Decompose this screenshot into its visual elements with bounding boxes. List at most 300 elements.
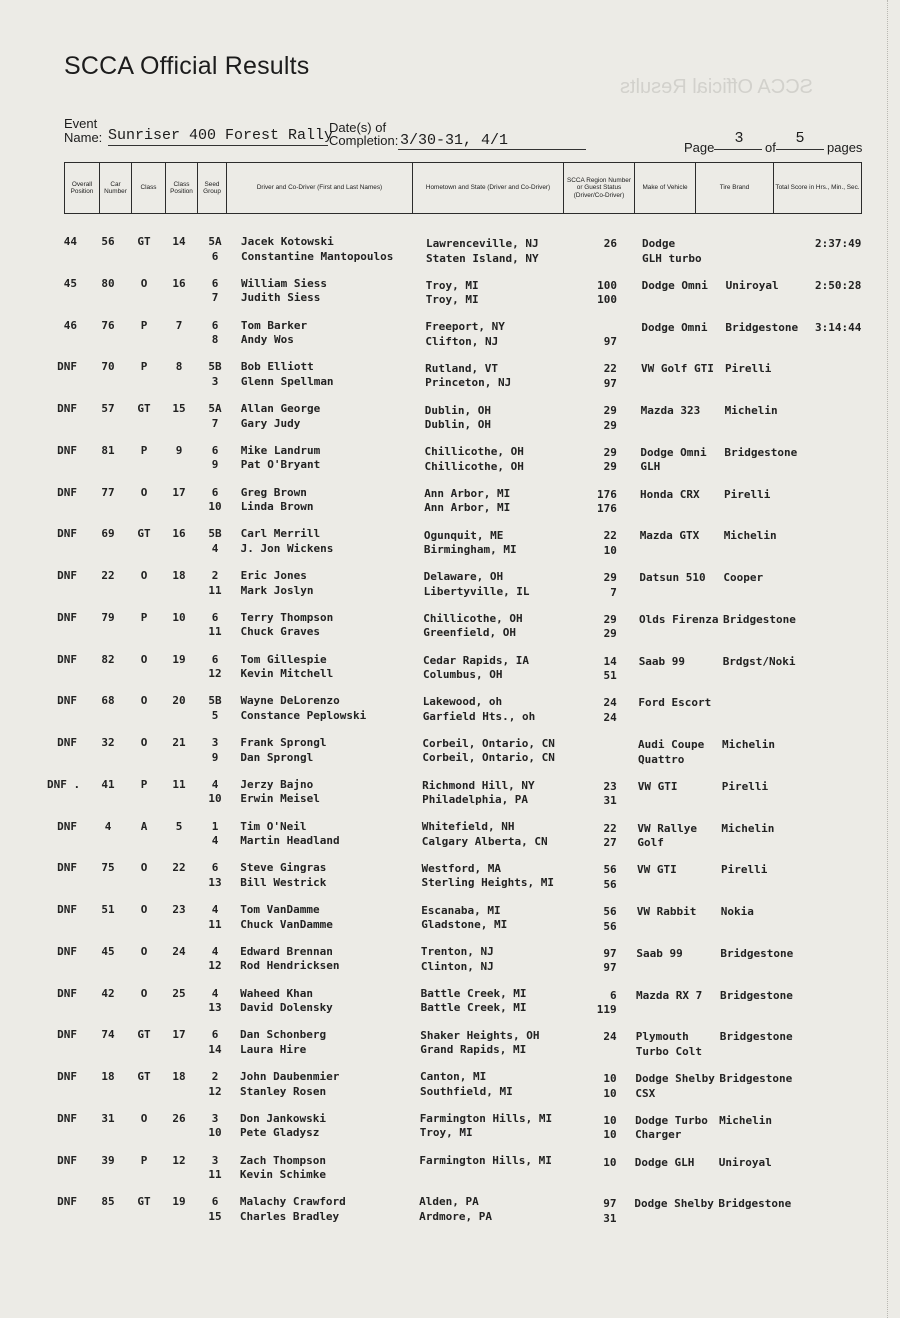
car-number: 68 bbox=[101, 694, 115, 708]
driver-hometown: Chillicothe, OH bbox=[424, 445, 524, 459]
col-header-tire: Tire Brand bbox=[696, 163, 774, 214]
seed-group: 11 bbox=[208, 583, 222, 597]
class-position: 10 bbox=[172, 610, 186, 624]
driver-name: Waheed Khan bbox=[240, 986, 313, 1000]
car-number: 81 bbox=[101, 443, 115, 457]
seed-group: 13 bbox=[208, 875, 222, 889]
driver-hometown: Shaker Heights, OH bbox=[420, 1028, 540, 1042]
seed-group: 5B bbox=[208, 527, 222, 541]
class: O bbox=[140, 944, 148, 958]
seed-group: 11 bbox=[208, 1168, 222, 1181]
class: GT bbox=[137, 1070, 151, 1083]
co-driver-hometown: Greenfield, OH bbox=[423, 626, 517, 640]
driver-name: Tom Gillespie bbox=[240, 652, 327, 666]
event-name-underline bbox=[108, 145, 328, 146]
co-driver-region: 56 bbox=[603, 877, 617, 891]
car-number: 18 bbox=[101, 1070, 115, 1083]
overall-position: DNF bbox=[57, 1153, 77, 1167]
col-header-seed-group: Seed Group bbox=[198, 163, 227, 214]
co-driver-name: Rod Hendricksen bbox=[240, 959, 340, 973]
co-driver-hometown: Ardmore, PA bbox=[419, 1209, 492, 1223]
seed-group: 8 bbox=[211, 333, 219, 346]
car-number: 45 bbox=[101, 944, 115, 958]
driver-hometown: Ann Arbor, MI bbox=[424, 486, 511, 500]
driver-hometown: Freeport, NY bbox=[425, 320, 505, 334]
seed-group: 4 bbox=[211, 834, 219, 847]
driver-hometown: Whitefield, NH bbox=[421, 820, 515, 834]
driver-name: Don Jankowski bbox=[239, 1111, 327, 1125]
co-driver-hometown: Troy, MI bbox=[419, 1126, 473, 1140]
co-driver-name: Dan Sprongl bbox=[240, 750, 314, 764]
tire-brand: Bridgestone bbox=[720, 946, 794, 960]
page-total-underline bbox=[776, 149, 824, 150]
class-position: 17 bbox=[172, 1028, 186, 1042]
vehicle-make: VW GTI bbox=[637, 779, 678, 793]
co-driver-hometown: Ann Arbor, MI bbox=[424, 501, 511, 515]
seed-group: 14 bbox=[208, 1042, 222, 1056]
co-driver-name: Erwin Meisel bbox=[240, 792, 320, 806]
seed-group: 10 bbox=[208, 792, 222, 806]
seed-group: 15 bbox=[208, 1209, 222, 1223]
class: O bbox=[140, 276, 148, 290]
seed-group: 11 bbox=[208, 917, 222, 931]
co-driver-name: Pete Gladysz bbox=[239, 1126, 320, 1140]
vehicle-make: Dodge Omni bbox=[641, 320, 708, 334]
show-through-title: SCCA Official Results bbox=[620, 76, 814, 98]
seed-group: 5 bbox=[211, 708, 219, 722]
driver-name: William Siess bbox=[240, 276, 328, 290]
seed-group: 4 bbox=[211, 777, 219, 791]
driver-name: Allan George bbox=[240, 402, 321, 415]
driver-region: 10 bbox=[603, 1113, 617, 1127]
overall-position: DNF bbox=[57, 569, 77, 582]
driver-hometown: Delaware, OH bbox=[423, 570, 504, 584]
car-number: 32 bbox=[101, 736, 115, 749]
driver-region: 97 bbox=[603, 946, 617, 960]
driver-hometown: Corbeil, Ontario, CN bbox=[422, 736, 555, 750]
driver-region: 22 bbox=[603, 362, 617, 376]
co-driver-hometown: Libertyville, IL bbox=[423, 584, 530, 598]
co-driver-hometown: Clifton, NJ bbox=[425, 334, 499, 348]
class: O bbox=[140, 986, 148, 1000]
vehicle-make: VW GTI bbox=[637, 863, 677, 877]
co-driver-region: 100 bbox=[597, 293, 617, 307]
co-driver-region: 27 bbox=[603, 836, 617, 849]
co-driver-name: Constance Peplowski bbox=[240, 708, 367, 722]
tire-brand: Nokia bbox=[720, 905, 754, 918]
column-header-table bbox=[64, 162, 862, 214]
co-driver-hometown: Birmingham, MI bbox=[423, 543, 517, 557]
car-number: 77 bbox=[101, 485, 115, 499]
class: P bbox=[140, 360, 148, 374]
driver-hometown: Rutland, VT bbox=[425, 361, 498, 375]
driver-name: John Daubenmier bbox=[240, 1070, 340, 1083]
driver-name: Steve Gingras bbox=[240, 861, 327, 875]
class-position: 15 bbox=[172, 402, 186, 415]
overall-position: DNF bbox=[57, 944, 77, 958]
vehicle-make: Olds Firenza bbox=[639, 612, 719, 626]
vehicle-make-line2: Turbo Colt bbox=[635, 1044, 702, 1058]
driver-region: 24 bbox=[603, 696, 617, 710]
co-driver-name: Constantine Mantopoulos bbox=[241, 249, 394, 263]
car-number: 70 bbox=[101, 360, 115, 374]
car-number: 79 bbox=[101, 610, 115, 624]
car-number: 74 bbox=[101, 1028, 115, 1042]
co-driver-region: 29 bbox=[603, 418, 617, 432]
driver-name: Mike Landrum bbox=[240, 443, 321, 457]
total-score: 3:14:44 bbox=[815, 320, 862, 334]
vehicle-make-line2: GLH turbo bbox=[642, 251, 702, 265]
class: GT bbox=[137, 527, 151, 541]
co-driver-hometown: Philadelphia, PA bbox=[422, 793, 529, 807]
seed-group: 5B bbox=[208, 360, 222, 374]
class-position: 18 bbox=[172, 569, 186, 582]
driver-region: 10 bbox=[603, 1155, 617, 1169]
driver-name: Carl Merrill bbox=[240, 527, 321, 541]
seed-group: 7 bbox=[211, 291, 219, 305]
col-header-driver: Driver and Co-Driver (First and Last Names) bbox=[227, 163, 413, 214]
driver-region: 29 bbox=[603, 445, 617, 459]
seed-group: 1 bbox=[211, 819, 219, 833]
class-position: 9 bbox=[175, 443, 183, 457]
class: O bbox=[140, 903, 148, 916]
seed-group: 9 bbox=[211, 750, 219, 764]
tire-brand: Bridgestone bbox=[723, 612, 796, 626]
vehicle-make: Plymouth bbox=[635, 1030, 689, 1044]
driver-region: 29 bbox=[603, 404, 617, 417]
class: GT bbox=[137, 235, 151, 248]
class-position: 14 bbox=[172, 235, 186, 248]
seed-group: 6 bbox=[211, 249, 219, 263]
seed-group: 6 bbox=[211, 861, 219, 875]
driver-name: Eric Jones bbox=[240, 569, 307, 582]
car-number: 75 bbox=[101, 861, 115, 875]
class-position: 16 bbox=[172, 527, 186, 541]
total-score: 2:50:28 bbox=[815, 278, 862, 292]
co-driver-name: Chuck Graves bbox=[240, 625, 321, 639]
co-driver-region: 29 bbox=[603, 627, 617, 641]
tire-brand: Bridgestone bbox=[720, 988, 793, 1002]
tire-brand: Uniroyal bbox=[725, 278, 779, 292]
driver-region: 6 bbox=[610, 988, 617, 1002]
overall-position: 44 bbox=[63, 235, 77, 248]
vehicle-make: Mazda RX 7 bbox=[636, 988, 703, 1002]
driver-name: Dan Schonberg bbox=[240, 1028, 327, 1042]
tire-brand: Michelin bbox=[724, 404, 778, 417]
driver-region: 10 bbox=[603, 1072, 617, 1085]
seed-group: 12 bbox=[208, 667, 222, 680]
co-driver-name: Gary Judy bbox=[240, 416, 301, 430]
tire-brand: Michelin bbox=[722, 738, 776, 751]
driver-region: 100 bbox=[597, 278, 617, 292]
vehicle-make: Dodge Omni bbox=[641, 278, 708, 292]
tire-brand: Bridgestone bbox=[724, 445, 798, 459]
overall-position: 45 bbox=[63, 276, 77, 290]
tire-brand: Brdgst/Noki bbox=[722, 654, 796, 668]
driver-region: 22 bbox=[603, 821, 617, 835]
class-position: 22 bbox=[172, 861, 186, 875]
tire-brand: Michelin bbox=[723, 529, 777, 543]
driver-name: Wayne DeLorenzo bbox=[240, 694, 340, 708]
total-score: 2:37:49 bbox=[815, 237, 862, 250]
overall-position: DNF bbox=[57, 861, 77, 875]
tire-brand: Pirelli bbox=[724, 487, 771, 501]
driver-hometown: Lakewood, oh bbox=[422, 695, 503, 709]
tire-brand: Pirelli bbox=[721, 863, 768, 877]
tire-brand: Bridgestone bbox=[725, 320, 799, 334]
co-driver-region: 97 bbox=[603, 961, 617, 975]
tire-brand: Michelin bbox=[719, 1113, 773, 1127]
col-header-region: SCCA Region Number or Guest Status (Driver/Co-Driver) bbox=[564, 163, 635, 214]
overall-position: DNF bbox=[57, 1070, 77, 1083]
overall-position: DNF bbox=[57, 1111, 77, 1125]
co-driver-hometown: Calgary Alberta, CN bbox=[421, 834, 548, 848]
class: O bbox=[140, 694, 148, 708]
driver-name: Greg Brown bbox=[240, 485, 307, 499]
driver-region: 22 bbox=[603, 529, 617, 543]
event-name-label: Event Name: bbox=[64, 116, 103, 145]
seed-group: 3 bbox=[211, 736, 219, 749]
driver-name: Bob Elliott bbox=[240, 360, 314, 374]
car-number: 4 bbox=[104, 819, 112, 833]
class-position: 5 bbox=[175, 819, 183, 833]
page-label: Page bbox=[684, 140, 715, 155]
seed-group: 10 bbox=[208, 1126, 222, 1140]
car-number: 39 bbox=[101, 1153, 115, 1167]
col-header-car-number: Car Number bbox=[100, 163, 132, 214]
overall-position: DNF . bbox=[47, 777, 81, 791]
page-total: 5 bbox=[795, 130, 805, 147]
seed-group: 6 bbox=[211, 1195, 219, 1209]
vehicle-make-line2: CSX bbox=[635, 1086, 656, 1100]
driver-hometown: Westford, MA bbox=[421, 861, 501, 875]
co-driver-region: 10 bbox=[603, 1086, 617, 1100]
class-position: 8 bbox=[175, 360, 183, 374]
class: O bbox=[140, 736, 148, 749]
driver-region: 29 bbox=[603, 612, 617, 626]
vehicle-make: Dodge Shelby bbox=[635, 1072, 715, 1085]
seed-group: 11 bbox=[208, 625, 222, 639]
driver-hometown: Farmington Hills, MI bbox=[419, 1111, 553, 1125]
overall-position: DNF bbox=[57, 610, 77, 624]
col-header-class: Class bbox=[132, 163, 166, 214]
driver-region: 176 bbox=[597, 487, 617, 501]
co-driver-hometown: Troy, MI bbox=[425, 293, 479, 307]
vehicle-make: Mazda GTX bbox=[639, 529, 700, 543]
co-driver-name: David Dolensky bbox=[240, 1001, 333, 1014]
seed-group: 4 bbox=[211, 944, 219, 958]
event-name-value: Sunriser 400 Forest Rally bbox=[108, 127, 334, 144]
overall-position: DNF bbox=[57, 402, 77, 415]
seed-group: 3 bbox=[211, 374, 219, 388]
co-driver-region: 31 bbox=[603, 1211, 617, 1225]
vehicle-make: Honda CRX bbox=[640, 487, 700, 501]
overall-position: DNF bbox=[57, 652, 77, 666]
overall-position: DNF bbox=[57, 1195, 77, 1209]
vehicle-make: Audi Coupe bbox=[638, 738, 705, 751]
co-driver-hometown: Southfield, MI bbox=[420, 1084, 513, 1098]
driver-hometown: Escanaba, MI bbox=[421, 903, 501, 917]
co-driver-hometown: Clinton, NJ bbox=[420, 959, 494, 973]
co-driver-region: 119 bbox=[596, 1003, 617, 1016]
co-driver-region: 7 bbox=[610, 585, 617, 599]
overall-position: DNF bbox=[57, 986, 77, 1000]
class-position: 11 bbox=[172, 777, 186, 791]
seed-group: 3 bbox=[211, 1153, 219, 1167]
class-position: 20 bbox=[172, 694, 186, 708]
co-driver-region: 97 bbox=[603, 376, 617, 390]
car-number: 85 bbox=[101, 1195, 115, 1209]
seed-group: 4 bbox=[211, 541, 219, 555]
class-position: 25 bbox=[172, 986, 186, 1000]
co-driver-name: Laura Hire bbox=[240, 1042, 307, 1056]
car-number: 57 bbox=[101, 402, 115, 415]
class: P bbox=[140, 1153, 148, 1167]
overall-position: DNF bbox=[57, 736, 77, 749]
class-position: 18 bbox=[172, 1070, 186, 1083]
overall-position: DNF bbox=[57, 1028, 77, 1042]
class: P bbox=[140, 318, 148, 332]
co-driver-name: Linda Brown bbox=[240, 500, 314, 513]
co-driver-region: 10 bbox=[603, 1128, 617, 1142]
driver-name: Terry Thompson bbox=[240, 610, 334, 624]
tire-brand: Bridgestone bbox=[718, 1197, 792, 1211]
driver-hometown: Richmond Hill, NY bbox=[422, 778, 535, 792]
driver-region: 26 bbox=[603, 237, 617, 250]
class: GT bbox=[137, 1195, 151, 1209]
co-driver-region: 31 bbox=[603, 794, 617, 808]
co-driver-hometown: Corbeil, Ontario, CN bbox=[422, 751, 555, 765]
class: O bbox=[140, 569, 148, 582]
tire-brand: Uniroyal bbox=[718, 1155, 772, 1169]
co-driver-region: 29 bbox=[603, 460, 617, 474]
driver-hometown: Troy, MI bbox=[425, 278, 479, 292]
col-header-make: Make of Vehicle bbox=[635, 163, 696, 214]
class: GT bbox=[137, 402, 151, 415]
class: GT bbox=[137, 1028, 151, 1042]
overall-position: DNF bbox=[57, 527, 77, 541]
overall-position: DNF bbox=[57, 819, 77, 833]
class: P bbox=[140, 443, 148, 457]
vehicle-make: VW Rallye bbox=[637, 821, 697, 835]
driver-hometown: Alden, PA bbox=[419, 1195, 479, 1209]
co-driver-region: 56 bbox=[603, 919, 617, 933]
class: P bbox=[140, 610, 148, 624]
co-driver-name: Chuck VanDamme bbox=[240, 917, 333, 931]
driver-hometown: Cedar Rapids, IA bbox=[423, 653, 529, 667]
class-position: 23 bbox=[172, 903, 186, 916]
page-number-underline bbox=[714, 149, 762, 150]
co-driver-hometown: Chillicothe, OH bbox=[424, 459, 524, 473]
overall-position: DNF bbox=[57, 360, 77, 374]
vehicle-make: VW Golf GTI bbox=[641, 362, 714, 376]
vehicle-make: Mazda 323 bbox=[640, 404, 701, 417]
class-position: 21 bbox=[172, 736, 186, 749]
overall-position: DNF bbox=[57, 903, 77, 916]
vehicle-make: Dodge Shelby bbox=[634, 1197, 714, 1211]
vehicle-make: Saab 99 bbox=[638, 654, 686, 668]
car-number: 69 bbox=[101, 527, 115, 541]
class-position: 17 bbox=[172, 485, 186, 499]
seed-group: 4 bbox=[211, 903, 219, 916]
tire-brand: Pirelli bbox=[725, 362, 772, 376]
driver-region: 24 bbox=[603, 1030, 617, 1044]
tire-brand: Cooper bbox=[723, 571, 764, 584]
seed-group: 6 bbox=[211, 443, 219, 457]
co-driver-name: Martin Headland bbox=[240, 834, 340, 847]
date-underline bbox=[398, 149, 586, 150]
driver-region: 29 bbox=[603, 571, 617, 584]
tire-brand: Michelin bbox=[721, 821, 775, 835]
seed-group: 6 bbox=[211, 276, 219, 290]
page-edge bbox=[887, 0, 896, 1318]
tire-brand: Pirelli bbox=[721, 779, 769, 793]
overall-position: DNF bbox=[57, 443, 77, 457]
seed-group: 5A bbox=[208, 402, 222, 415]
seed-group: 5B bbox=[208, 694, 222, 708]
seed-group: 12 bbox=[208, 959, 222, 973]
seed-group: 6 bbox=[211, 485, 219, 499]
co-driver-hometown: Gladstone, MI bbox=[421, 918, 508, 932]
co-driver-region: 51 bbox=[603, 669, 617, 682]
vehicle-make: Saab 99 bbox=[636, 946, 683, 960]
class-position: 12 bbox=[172, 1153, 186, 1167]
class: O bbox=[140, 861, 148, 875]
co-driver-hometown: Princeton, NJ bbox=[425, 376, 512, 390]
car-number: 31 bbox=[101, 1111, 115, 1125]
driver-hometown: Farmington Hills, MI bbox=[419, 1153, 552, 1167]
class: O bbox=[140, 652, 148, 666]
driver-name: Edward Brennan bbox=[240, 944, 333, 958]
car-number: 51 bbox=[101, 903, 115, 916]
seed-group: 2 bbox=[211, 1070, 219, 1083]
co-driver-name: Pat O'Bryant bbox=[240, 458, 321, 472]
co-driver-name: Bill Westrick bbox=[240, 875, 327, 889]
co-driver-region: 176 bbox=[597, 502, 617, 515]
seed-group: 6 bbox=[211, 610, 219, 624]
seed-group: 10 bbox=[208, 500, 222, 513]
vehicle-make-line2: Quattro bbox=[638, 752, 685, 766]
vehicle-make: Dodge Omni bbox=[640, 445, 707, 459]
co-driver-region: 97 bbox=[603, 335, 617, 348]
vehicle-make-line2: Charger bbox=[635, 1128, 682, 1142]
seed-group: 6 bbox=[211, 1028, 219, 1042]
seed-group: 5A bbox=[208, 235, 222, 248]
tire-brand: Bridgestone bbox=[719, 1072, 793, 1085]
driver-hometown: Battle Creek, MI bbox=[420, 986, 527, 1000]
seed-group: 4 bbox=[211, 986, 219, 1000]
co-driver-hometown: Staten Island, NY bbox=[426, 251, 539, 265]
seed-group: 12 bbox=[208, 1084, 222, 1098]
co-driver-name: Kevin Schimke bbox=[239, 1168, 326, 1181]
driver-region: 56 bbox=[603, 863, 617, 877]
class-position: 7 bbox=[175, 318, 183, 332]
overall-position: 46 bbox=[63, 318, 77, 332]
class-position: 26 bbox=[172, 1111, 186, 1125]
seed-group: 9 bbox=[211, 458, 219, 472]
driver-name: Jacek Kotowski bbox=[241, 235, 334, 248]
class: O bbox=[140, 485, 148, 499]
seed-group: 13 bbox=[208, 1001, 222, 1014]
driver-name: Malachy Crawford bbox=[239, 1195, 346, 1209]
car-number: 82 bbox=[101, 652, 115, 666]
driver-hometown: Ogunquit, ME bbox=[423, 528, 504, 542]
car-number: 22 bbox=[101, 569, 115, 582]
co-driver-region: 10 bbox=[603, 543, 617, 557]
co-driver-name: Glenn Spellman bbox=[240, 374, 334, 388]
car-number: 41 bbox=[101, 777, 115, 791]
driver-hometown: Lawrenceville, NJ bbox=[426, 237, 539, 250]
